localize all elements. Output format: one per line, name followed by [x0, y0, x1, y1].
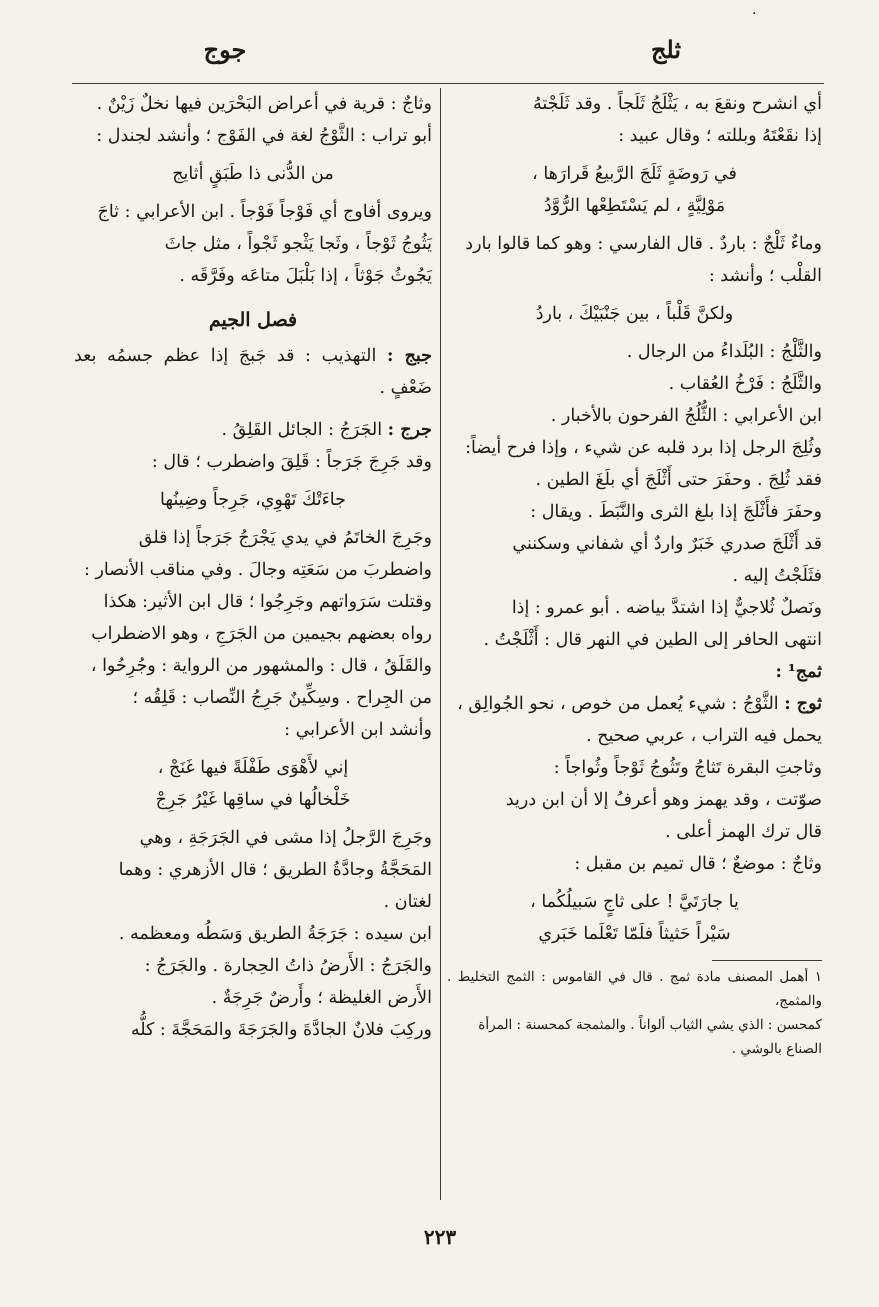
text-line: وأنشد ابن الأعرابي :: [284, 720, 432, 740]
text-line: من الجِراح . وسِكِّينٌ جَرِجُ النِّصاب : قَلِقُه ؛: [132, 688, 432, 708]
footnote-line: كمحسن : الذي يشي الثياب ألواناً . والمثمجة كمحسنة : المرأة: [478, 1017, 822, 1033]
entry-headword: ثمج¹ :: [775, 662, 822, 682]
verse: [74, 158, 432, 190]
entry-line: [447, 688, 822, 720]
text-line: وحفَرَ فأَثْلَجَ إذا بلغ الثرى والنَّبَطَ . ويقال :: [530, 502, 822, 522]
verse-line: يا جارَتَيَّ ! على ثاجٍ سَبيلُكُما ،: [530, 892, 739, 912]
running-header-right: ثلج: [650, 35, 682, 64]
text-line: ابن سيده : جَرَجَةُ الطريق وَسَطُه ومعظمه .: [118, 924, 432, 944]
text-line: وثاجٌ : موضعٌ ؛ قال تميم بن مقبل :: [574, 854, 822, 874]
text-line: صوّتت ، وقد يهمز وهو أعرفُ إلا أن ابن دريد: [505, 790, 822, 810]
verse-line: سَيْراً حَثيثاً فلَمّا تَعْلَما خَبَري: [538, 924, 731, 944]
text-line: وماءٌ ثَلْجٌ : باردٌ . قال الفارسي : وهو كما قالوا بارد: [465, 234, 822, 254]
text-line: وثاجتِ البقرة تَثاجُ وتَثُوجُ ثَوْجاً وثُواجاً :: [553, 758, 822, 778]
text-line: الثَّوْجُ : شيء يُعمل من خوص ، نحو الجُوالِق ،: [457, 694, 779, 714]
verse-line: إني لأَهْوَى طَفْلَةً فيها غَنَجْ ،: [157, 758, 349, 778]
verse: [447, 298, 822, 330]
text-line: والجَرَجُ : الأَرضُ ذاتُ الحِجارة . والجَرَجُ :: [144, 956, 432, 976]
top-mark: ·: [752, 6, 757, 22]
text-line: فقد ثُلِجَ . وحفَرَ حتى أَثْلَجَ أي بلَغَ الطين .: [535, 470, 822, 490]
text-line: والثَّلَجُ : فَرْخُ العُقاب .: [668, 374, 822, 394]
verse-line: في رَوضَةٍ ثَلَجَ الرَّبيعُ قَرارَها ،: [532, 164, 737, 184]
text-line: المَحَجَّةُ وجادَّةُ الطريق ؛ قال الأزهري : وهما: [118, 860, 432, 880]
verse-line: مَوْلِيَّةٍ ، لم يَسْتَطِعْها الرُّوَّدُ: [543, 196, 726, 216]
column-divider: [440, 88, 441, 1200]
text-line: والثَّلْجُ : البُلَداءُ من الرجال .: [626, 342, 822, 362]
text-line: وجَرِجَ الخاتَمُ في يدي يَجْرَجُ جَرَجاً إذا قلق: [138, 528, 432, 548]
text-line: وثُلِجَ الرجل إذا برد قلبه عن شيء ، وإذا فرح أيضاً:: [465, 438, 822, 458]
text-line: وقد جَرِجَ جَرَجاً : قَلِقَ واضطرب ؛ قال :: [151, 452, 432, 472]
text-line: الجَرَجُ : الجائل القَلِقُ .: [221, 420, 383, 440]
left-column: [74, 88, 432, 1046]
text-line: أبو تراب : الثَّوْجُ لغة في الفَوْج ؛ وأنشد لجندل :: [96, 126, 432, 146]
text-line: يَجُوثُ جَوْثاً ، إذا بَلْبَلَ متاعَه وفَرَّقَه .: [179, 266, 432, 286]
verse-line: ولكنَّ قَلْباً ، بين جَنْبَيْكَ ، باردُ: [535, 304, 734, 324]
spacer: [74, 404, 432, 414]
entry-headword: جرج :: [387, 420, 432, 440]
verse-line: جاءَتْكَ تَهْوِي، جَرِجاً وضِينُها: [160, 490, 346, 510]
verse-line: خَلْخالُها في ساقِها غَيْرُ جَرِجْ: [155, 790, 351, 810]
text-line: الأَرض الغليظة ؛ وأَرضٌ جَرِجَةٌ .: [211, 988, 432, 1008]
text-line: رواه بعضهم بجيمين من الجَرَجِ ، وهو الاضطراب: [91, 624, 432, 644]
text-line: التهذيب : قد جَبجَ إذا عظم جسمُه بعد ضَعْفٍ .: [74, 346, 432, 398]
text-line: ابن الأعرابي : الثُّلُجُ الفرحون بالأخبار .: [550, 406, 822, 426]
verse-line: من الدُّنى ذا طَبَقٍ أثايج: [172, 164, 334, 184]
text-line: يحمل فيه التراب ، عربي صحيح .: [586, 726, 822, 746]
text-line: فثَلَجْتُ إليه .: [732, 566, 822, 586]
verse: [74, 484, 432, 516]
entry-headword: ثوج :: [784, 694, 822, 714]
header-rule: [72, 83, 824, 84]
page-number: ٢٢٣: [423, 1225, 457, 1249]
verse: [74, 752, 432, 816]
text-line: والقَلَقُ ، قال : والمشهور من الرواية : وجُرِحُوا ،: [90, 656, 432, 676]
text-line: إذا نقَعْتَهُ وبللته ؛ وقال عبيد :: [618, 126, 822, 146]
text-line: وركِبَ فلانٌ الجادَّةَ والجَرَجَةَ والمَحَجَّةَ : كلُّه: [130, 1020, 432, 1040]
footnote-line: الصناع بالوشي .: [731, 1041, 822, 1057]
text-line: ويروى أفاوج أي فَوْجاً فَوْجاً . ابن الأعرابي : ثاجَ: [97, 202, 432, 222]
right-column: [447, 88, 822, 1061]
text-line: وثاجٌ : قرية في أعراض البَحْرَين فيها نخلٌ زَيْنٌ .: [96, 94, 432, 114]
text-line: القلْب ؛ وأنشد :: [708, 266, 822, 286]
verse: [447, 886, 822, 950]
footnote-line: ١ أهمل المصنف مادة ثمج . قال في القاموس : الثمج التخليط . والمثمج،: [447, 969, 822, 1009]
text-line: وجَرِجَ الرَّجلُ إذا مشى في الجَرَجَةِ ، وهي: [139, 828, 432, 848]
text-line: انتهى الحافر إلى الطين في النهر قال : أَثْلَجْتُ .: [483, 630, 822, 650]
entry-headword: جبج :: [386, 346, 432, 366]
entry-line: [74, 414, 432, 446]
text-line: أي انشرح ونقعَ به ، يَثْلَجُ ثَلَجاً . وقد ثَلَجْتهُ: [532, 94, 822, 114]
verse: [447, 158, 822, 222]
footnote: [447, 965, 822, 1061]
text-line: ونَصلٌ ثُلاجيٌّ إذا اشتدَّ بياضه . أبو عمرو : إذا: [511, 598, 822, 618]
section-title: فصل الجيم: [208, 309, 298, 331]
entry-line: [74, 340, 432, 404]
running-header-left: جوج: [203, 35, 247, 64]
text-line: قد أَثْلَجَ صدري خَبَرٌ واردٌ أي شفاني وسكنني: [512, 534, 822, 554]
footnote-rule: [712, 960, 822, 961]
text-line: وقتلت سَرَواتهم وجَرِجُوا ؛ قال ابن الأثير: هكذا: [103, 592, 432, 612]
text-line: قال ترك الهمز أعلى .: [665, 822, 822, 842]
text-line: يَثُوجُ ثَوْجاً ، وثَجا يَثْجو ثَجْواً ، مثل جاثَ: [164, 234, 432, 254]
text-line: واضطربَ من سَعَتِه وجالَ . وفي مناقب الأنصار :: [83, 560, 432, 580]
text-line: لغتان .: [383, 892, 432, 912]
